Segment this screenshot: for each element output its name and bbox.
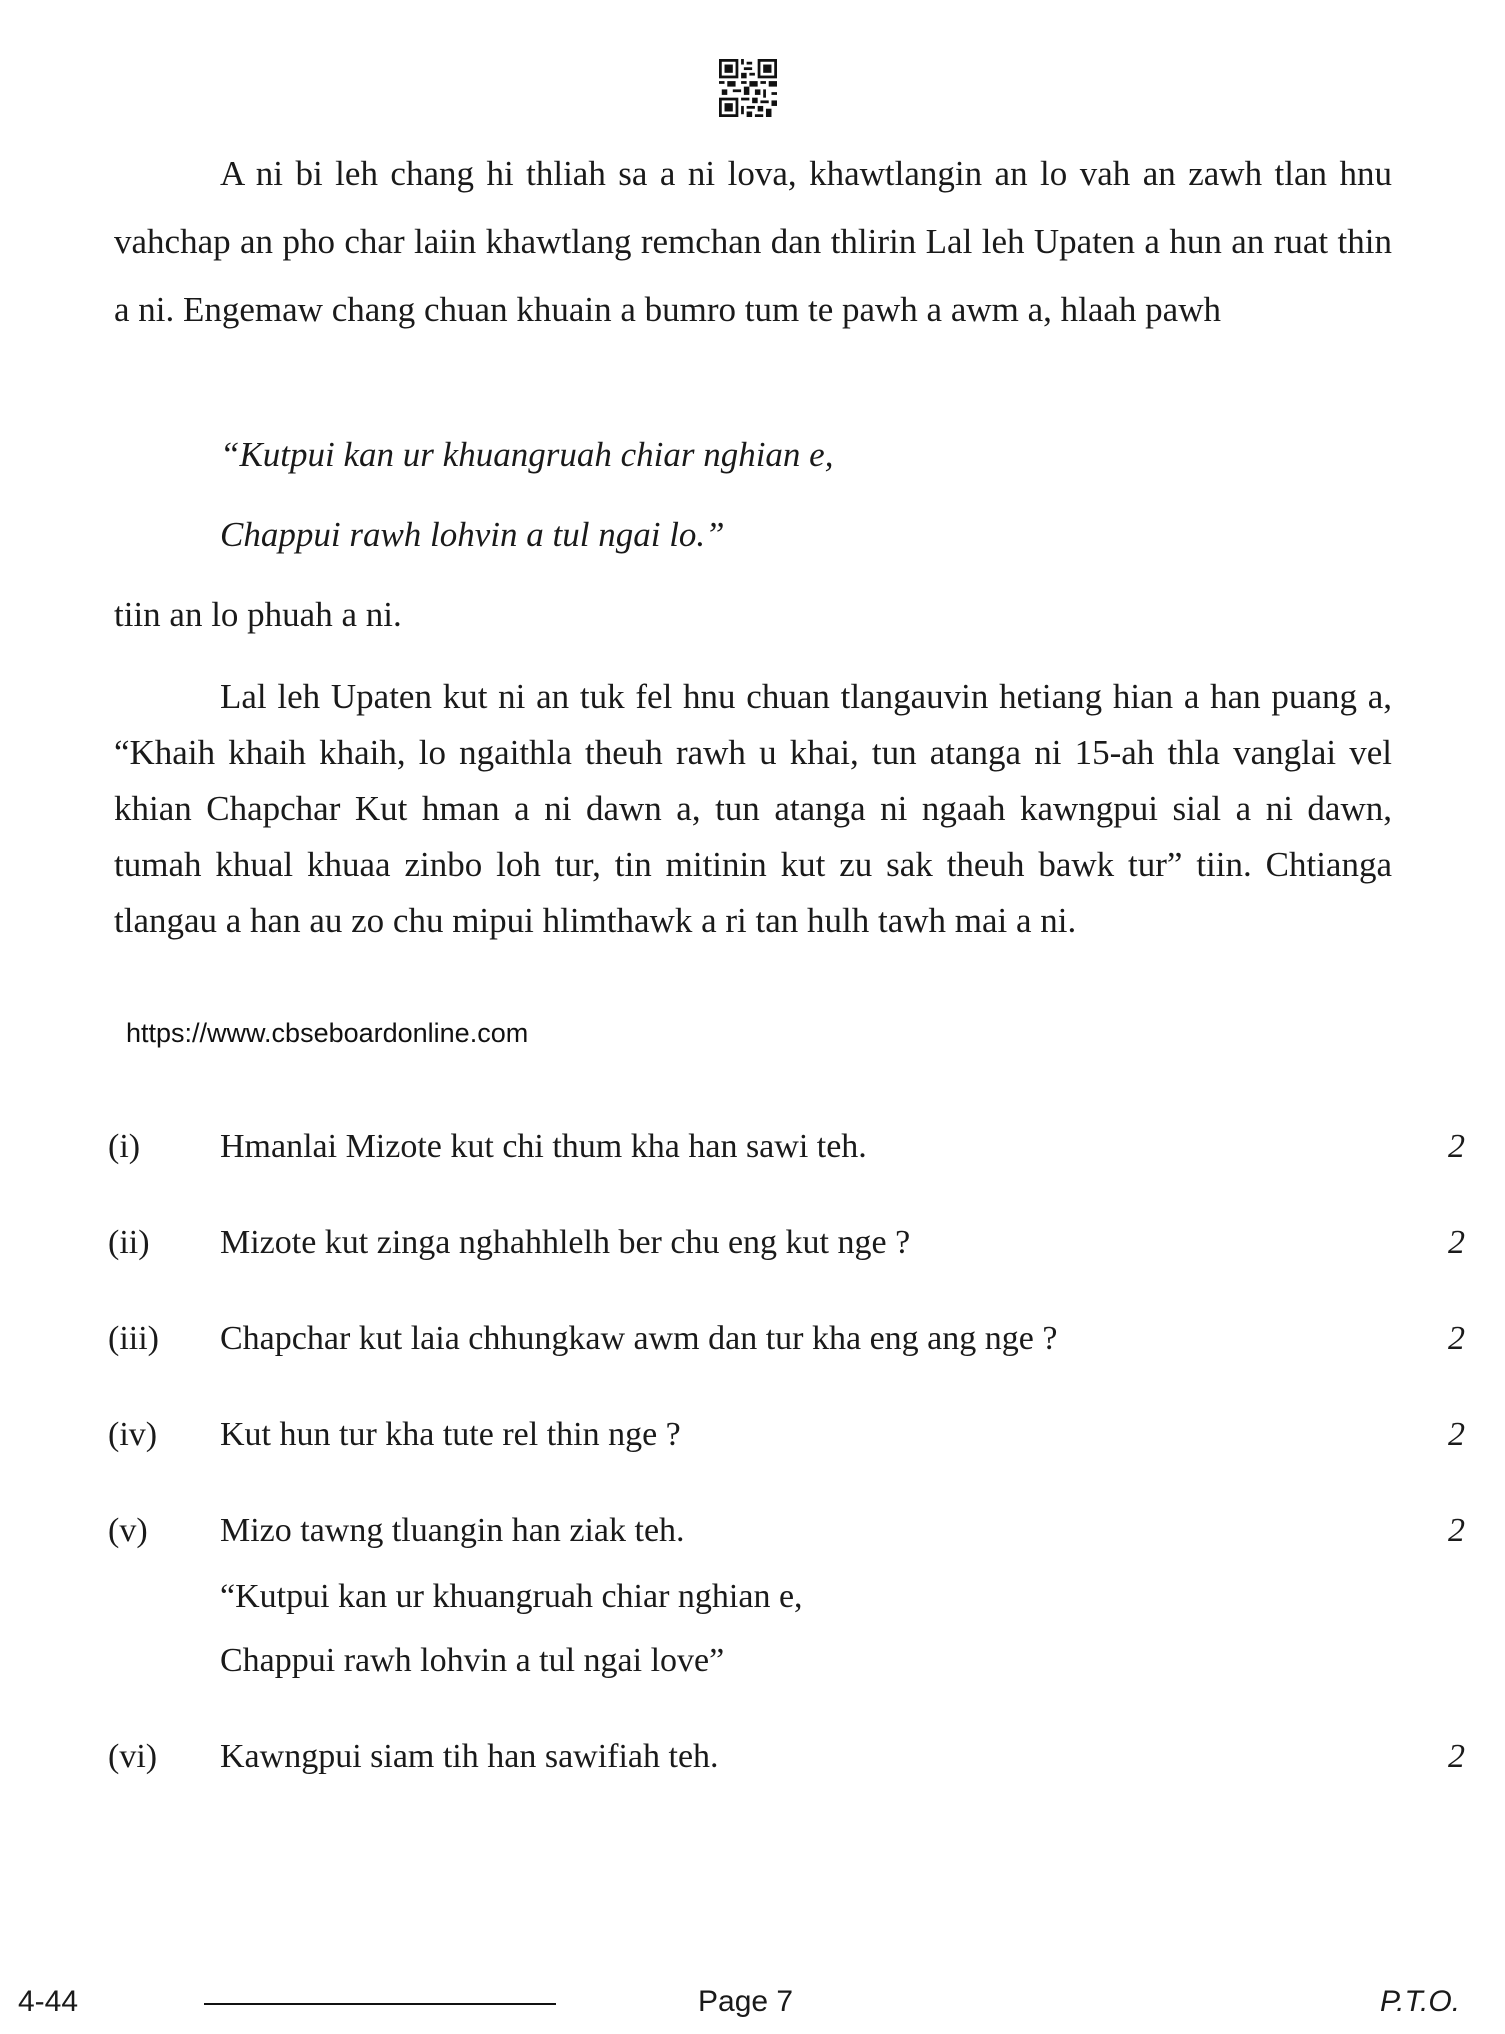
footer-divider — [204, 2003, 556, 2005]
poem-line-2: Chappui rawh lohvin a tul ngai lo.” — [220, 515, 725, 554]
page-number: Page 7 — [698, 1985, 794, 2018]
poem-line-1: “Kutpui kan ur khuangruah chiar nghian e, — [220, 435, 834, 474]
question-number: (iii) — [108, 1320, 159, 1357]
question-marks: 2 — [1448, 1320, 1465, 1357]
source-url: https://www.cbseboardonline.com — [126, 1018, 529, 1048]
question-text: Kut hun tur kha tute rel thin nge ? — [220, 1416, 681, 1453]
passage-line-after-poem: tiin an lo phuah a ni. — [114, 595, 402, 634]
question-number: (v) — [108, 1512, 148, 1549]
please-turn-over: P.T.O. — [1380, 1985, 1461, 2018]
question-text: Chapchar kut laia chhungkaw awm dan tur kha eng ang nge ? — [220, 1320, 1058, 1357]
paper-code: 4-44 — [18, 1985, 79, 2018]
question-marks: 2 — [1448, 1738, 1465, 1775]
qr-code-icon — [719, 59, 777, 117]
passage-paragraph-2: Lal leh Upaten kut ni an tuk fel hnu chuan tlangauvin hetiang hian a han puang a, “Khaih khaih khaih, lo ngaithla theuh rawh u khai, tun atanga ni 15-ah thla vanglai vel khian Chapchar Kut hman a ni dawn a, tun atanga ni ngaah kawngpui sial a ni dawn, tumah khual khuaa zinbo loh tur, tin mitinin kut zu sak theuh bawk tur” tiin. Chtianga tlangau a han au zo chu mipui hlimthawk a ri tan hulh tawh mai a ni. — [114, 677, 1392, 940]
question-text: Mizote kut zinga nghahhlelh ber chu eng kut nge ? — [220, 1224, 911, 1261]
question-marks: 2 — [1448, 1416, 1465, 1453]
question-marks: 2 — [1448, 1224, 1465, 1261]
question-text: Mizo tawng tluangin han ziak teh. — [220, 1512, 685, 1549]
question-marks: 2 — [1448, 1512, 1465, 1549]
passage-paragraph-1: A ni bi leh chang hi thliah sa a ni lova, khawtlangin an lo vah an zawh tlan hnu vahchap an pho char laiin khawtlang remchan dan thlirin Lal leh Upaten a hun an ruat thin a ni. Engemaw chang chuan khuain a bumro tum te pawh a awm a, hlaah pawh — [114, 154, 1392, 329]
question-number: (vi) — [108, 1738, 158, 1775]
question-text: Hmanlai Mizote kut chi thum kha han sawi teh. — [220, 1128, 867, 1165]
question-number: (i) — [108, 1128, 141, 1165]
question-quote-line-2: Chappui rawh lohvin a tul ngai love” — [220, 1642, 725, 1679]
question-quote-line-1: “Kutpui kan ur khuangruah chiar nghian e, — [220, 1578, 803, 1615]
question-item — [0, 1320, 1505, 1370]
question-item — [0, 1738, 1505, 1788]
question-number: (iv) — [108, 1416, 158, 1453]
question-item — [0, 1416, 1505, 1466]
question-marks: 2 — [1448, 1128, 1465, 1165]
question-item — [0, 1512, 1505, 1562]
question-number: (ii) — [108, 1224, 150, 1261]
question-item — [0, 1128, 1505, 1178]
question-item — [0, 1224, 1505, 1274]
question-text: Kawngpui siam tih han sawifiah teh. — [220, 1738, 719, 1775]
